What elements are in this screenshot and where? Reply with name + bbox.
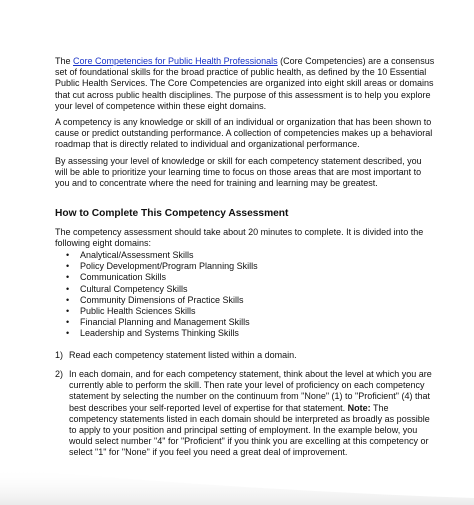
step-text-part: In each domain, and for each competency statement, think about the level at which you are currently able to perform the skill. Then rate your level of proficiency on each competency statement by selecting the number on the continuum from "None" (1) to "Proficient" (4) that best describes your self-reported level of expertise for that statement. [69,369,432,413]
step-number: 1) [55,350,64,360]
domain-item: • Community Dimensions of Practice Skills [66,295,258,306]
domain-item: • Communication Skills [66,272,258,283]
domain-item: • Financial Planning and Management Skills [66,317,258,328]
domain-item: • Policy Development/Program Planning Skills [66,261,258,272]
domains-list [66,250,258,340]
duration-paragraph: The competency assessment should take about 20 minutes to complete. It is divided into the following eight domains: [55,227,424,249]
step-text-part: The competency statements listed in each domain should be interpreted as broadly as possible to apply to your position and principal setting of employment. In the example below, you would select number "4" for "Proficient" if you think you are excelling at this competency or select "1" for "None" if you feel you need a great deal of improvement. [69,402,430,458]
domain-item: • Public Health Sciences Skills [66,306,258,317]
step-2 [55,369,440,459]
section-heading: How to Complete This Competency Assessment [55,208,289,219]
step-1 [55,350,440,362]
intro-text-start: The [55,56,74,66]
domain-item: • Leadership and Systems Thinking Skills [66,328,258,339]
page-curl-shadow [0,468,474,505]
core-competencies-link[interactable]: Core Competencies for Public Health Professionals [73,56,278,66]
step-number: 2) [55,369,64,379]
note-label: Note: [347,402,371,413]
domain-item: • Cultural Competency Skills [66,284,258,295]
step-text [69,369,437,459]
assessment-purpose-paragraph: By assessing your level of knowledge or skill for each competency statement described, you will be able to prioritize your learning time to focus on those areas that are most important to you and to concentrate where the need for training and learning may be greatest. [55,156,422,189]
competency-definition-paragraph: A competency is any knowledge or skill of an individual or organization that has been shown to cause or predict outstanding performance. A collection of competencies makes up a behavioral roadmap that is directly related to individual and organizational performance. [55,117,433,150]
intro-text-rest: (Core Competencies) are a consensus set of foundational skills for the broad practice of public health, as defined by the 10 Essential Public Health Services. The Core Competencies are organized into eight skill areas or domains that cut across public health disciplines. The purpose of this assessment is to help you explore your level of competence within these eight domains. [55,56,435,111]
step-text: Read each competency statement listed within a domain. [69,350,297,360]
domain-item: • Analytical/Assessment Skills [66,250,258,261]
intro-paragraph [55,56,435,112]
